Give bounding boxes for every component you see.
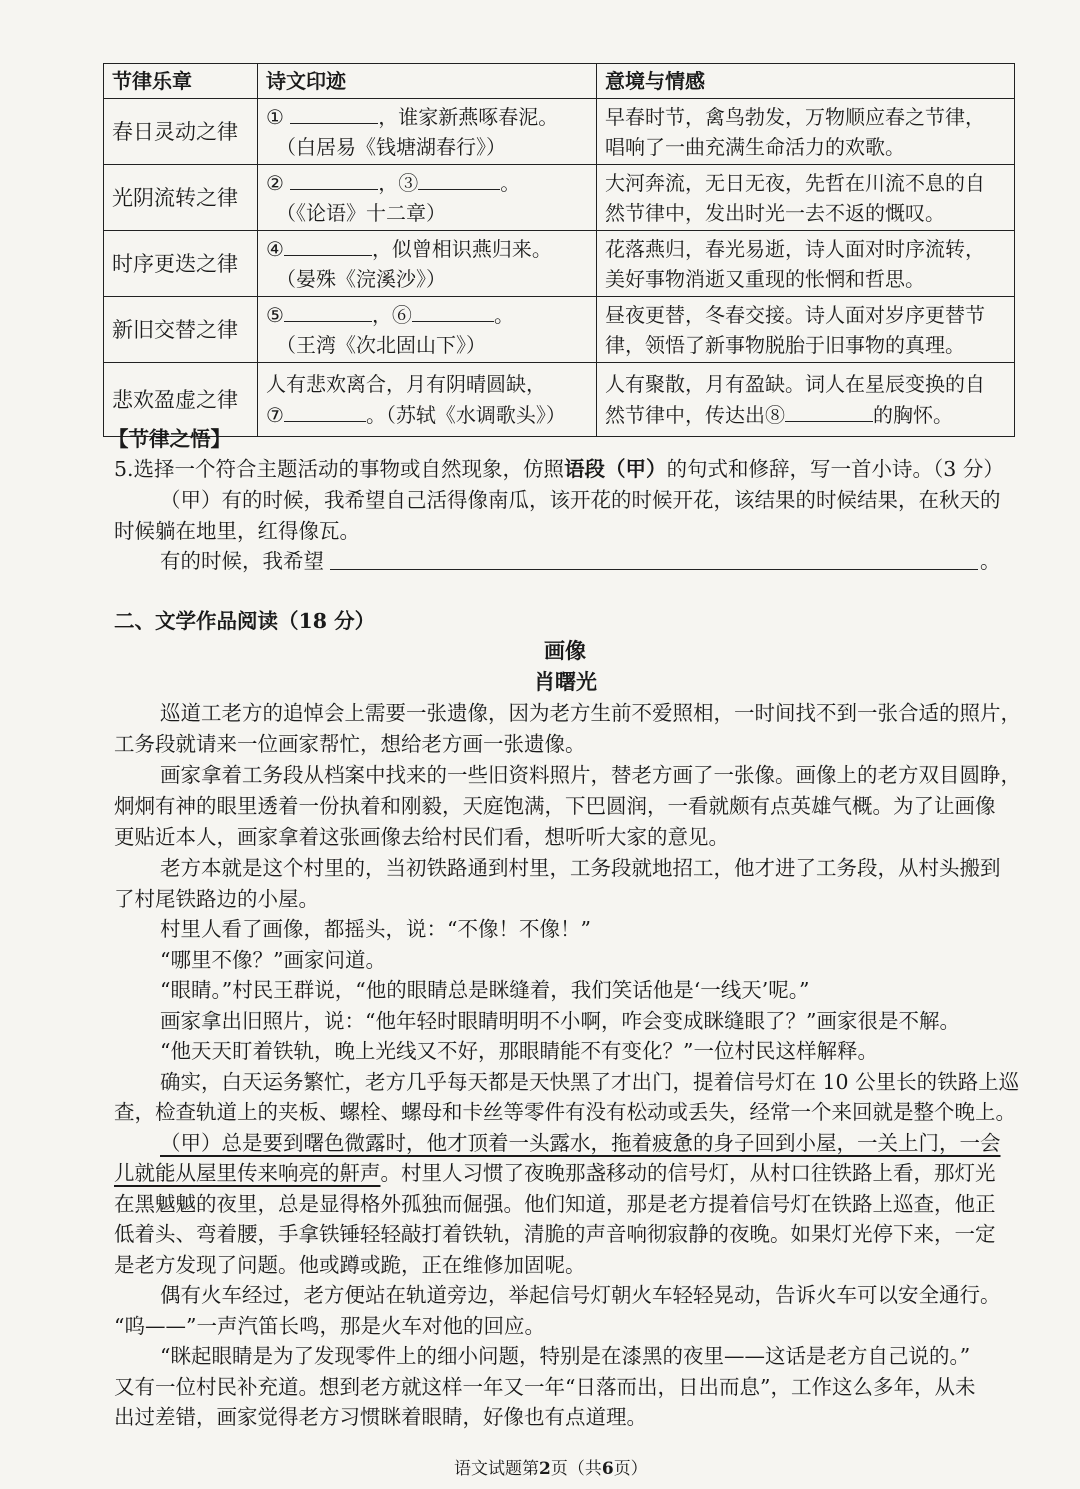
mood-cell (597, 99, 1015, 165)
mood-cell (597, 165, 1015, 231)
mood-text: 花落燕归，春光易逝，诗人面对时序流转， (605, 236, 985, 261)
story-line: “他天天盯着铁轨，晚上光线又不好，那眼睛能不有变化？”一位村民这样解释。 (160, 1039, 878, 1063)
story-line-composite (114, 1158, 996, 1188)
poem-cell (258, 297, 597, 363)
table-row (104, 231, 1015, 297)
answer-end: 。 (980, 549, 1001, 573)
chapter-cell: 光阴流转之律 (104, 165, 258, 231)
footer-total-pages: 6 (601, 1459, 614, 1479)
mood-text: 的胸怀。 (873, 403, 953, 427)
story-line: 出过差错，画家觉得老方习惯眯着眼睛，好像也有点道理。 (114, 1405, 647, 1429)
poem-cell (258, 363, 597, 437)
story-line: 。村里人习惯了夜晚那盏移动的信号灯，从村口往铁路上看，那灯光 (380, 1161, 996, 1185)
poem-text: 。（苏轼《水调歌头》） (365, 403, 566, 427)
table-header-cell: 节律乐章 (104, 64, 258, 99)
answer-prompt: 有的时候，我希望 (160, 549, 324, 573)
chapter-cell: 悲欢盈虚之律 (104, 363, 258, 437)
blank-number: ② (266, 171, 284, 195)
table-row (104, 297, 1015, 363)
story-line: 炯炯有神的眼里透着一份执着和刚毅，天庭饱满，下巴圆润，一看就颇有点英雄气概。为了让画像 (114, 794, 996, 818)
poem-text: ，⑥ (371, 303, 412, 327)
answer-blank[interactable] (284, 233, 372, 256)
answer-blank[interactable] (284, 399, 366, 422)
poem-source: （晏殊《浣溪沙》） (276, 267, 446, 291)
story-line: 老方本就是这个村里的，当初铁路通到村里，工务段就地招工，他才进了工务段，从村头搬到 (160, 856, 1001, 880)
mood-text: 然节律中，传达出⑧ (605, 403, 785, 427)
story-line: 画家拿着工务段从档案中找来的一些旧资料照片，替老方画了一张像。画像上的老方双目圆睁， (160, 763, 1021, 787)
table-header-cell: 意境与情感 (597, 64, 1015, 99)
story-title: 画像 (544, 638, 586, 663)
poem-cell (258, 231, 597, 297)
blank-number: ⑤ (266, 303, 284, 327)
story-line: 村里人看了画像，都摇头，说：“不像！不像！” (160, 917, 591, 941)
story-line: 更贴近本人，画家拿着这张画像去给村民们看，想听听大家的意见。 (114, 825, 729, 849)
story-line: 低着头、弯着腰，手拿铁锤轻轻敲打着铁轨，清脆的声音响彻寂静的夜晚。如果灯光停下来，一定 (114, 1222, 996, 1246)
page-footer (454, 1454, 648, 1479)
poem-source: （王湾《次北固山下》） (276, 333, 486, 357)
footer-page-number: 2 (539, 1459, 551, 1479)
footer-text: 语文试题第 (454, 1459, 539, 1479)
question-text: 的句式和修辞，写一首小诗。（3 分） (666, 457, 1004, 481)
story-line: 是老方发现了问题。他或蹲或跪，正在维修加固呢。 (114, 1253, 586, 1277)
answer-blank[interactable] (290, 101, 378, 124)
mood-cell (597, 231, 1015, 297)
story-line: 工务段就请来一位画家帮忙，想给老方画一张遗像。 (114, 732, 586, 756)
chapter-cell: 时序更迭之律 (104, 231, 258, 297)
answer-line[interactable] (330, 568, 978, 570)
question-emphasis: 语段（甲） (564, 457, 667, 481)
mood-text: 美好事物消逝又重现的怅惘和哲思。 (605, 266, 925, 291)
story-author: 肖曙光 (534, 669, 597, 694)
rhythm-table (103, 63, 1015, 437)
blank-number: ① (266, 105, 284, 129)
mood-text: 然节律中，发出时光一去不返的慨叹。 (605, 200, 945, 225)
story-line: “眼睛。”村民王群说，“他的眼睛总是眯缝着，我们笑话他是‘一线天’呢。” (160, 978, 810, 1002)
mood-cell (597, 363, 1015, 437)
story-line-underlined: 儿就能从屋里传来响亮的鼾声 (114, 1161, 381, 1185)
poem-cell (258, 99, 597, 165)
question-text: 5.选择一个符合主题活动的事物或自然现象，仿照 (114, 457, 565, 481)
story-line: 确实，白天运务繁忙，老方几乎每天都是天快黑了才出门，提着信号灯在 10 公里长的铁路上巡 (160, 1070, 1020, 1094)
section-heading-insight: 【节律之悟】 (108, 427, 231, 451)
poem-text: 。 (500, 171, 521, 195)
answer-blank[interactable] (785, 399, 873, 422)
table-row (104, 363, 1015, 437)
story-line-underlined: （甲）总是要到曙色微露时，他才顶着一头露水，拖着疲惫的身子回到小屋，一关上门，一会 (160, 1131, 1001, 1155)
story-line: 了村尾铁路边的小屋。 (114, 887, 319, 911)
answer-blank[interactable] (290, 167, 378, 190)
story-line: 在黑魆魆的夜里，总是显得格外孤独而倔强。他们知道，那是老方提着信号灯在铁路上巡查，他正 (114, 1192, 996, 1216)
story-line: 查，检查轨道上的夹板、螺栓、螺母和卡丝等零件有没有松动或丢失，经常一个来回就是整个晚上。 (114, 1100, 1016, 1124)
table-header-row (104, 64, 1015, 99)
answer-blank[interactable] (412, 299, 494, 322)
story-line: “呜——”一声汽笛长鸣，那是火车对他的回应。 (114, 1314, 545, 1338)
story-line: 画家拿出旧照片，说：“他年轻时眼睛明明不小啊，咋会变成眯缝眼了？”画家很是不解。 (160, 1009, 960, 1033)
mood-text: 昼夜更替，冬春交接。诗人面对岁序更替节 (605, 302, 985, 327)
mood-text: 大河奔流，无日无夜，先哲在川流不息的自 (605, 170, 985, 195)
part2-heading: 二、文学作品阅读（18 分） (114, 609, 376, 633)
footer-text: 页） (613, 1459, 648, 1479)
chapter-cell: 新旧交替之律 (104, 297, 258, 363)
mood-text: 早春时节，禽鸟勃发，万物顺应春之节律， (605, 104, 985, 129)
mood-text: 唱响了一曲充满生命活力的欢歌。 (605, 134, 905, 159)
story-line: “眯起眼睛是为了发现零件上的细小问题，特别是在漆黑的夜里——这话是老方自己说的。” (160, 1344, 971, 1368)
table-row (104, 165, 1015, 231)
mood-text: 律，领悟了新事物脱胎于旧事物的真理。 (605, 332, 965, 357)
table-row (104, 99, 1015, 165)
example-text: （甲）有的时候，我希望自己活得像南瓜，该开花的时候开花，该结果的时候结果，在秋天的 (160, 488, 1001, 512)
footer-text: 页（共 (550, 1459, 602, 1479)
mood-cell (597, 297, 1015, 363)
mood-text: 人有聚散，月有盈缺。词人在星辰变换的自 (605, 372, 985, 396)
poem-source: （白居易《钱塘湖春行》） (276, 135, 506, 159)
poem-text: 人有悲欢离合，月有阴晴圆缺， (266, 372, 546, 396)
answer-blank[interactable] (418, 167, 500, 190)
poem-text: ，似曾相识燕归来。 (371, 237, 552, 261)
poem-text: ，③ (378, 171, 419, 195)
blank-number: ④ (266, 237, 284, 261)
poem-text: 。 (493, 303, 514, 327)
poem-cell (258, 165, 597, 231)
answer-blank[interactable] (284, 299, 372, 322)
story-line: 巡道工老方的追悼会上需要一张遗像，因为老方生前不爱照相，一时间找不到一张合适的照片， (160, 701, 1021, 725)
table-header-cell: 诗文印迹 (258, 64, 597, 99)
story-line: “哪里不像？”画家问道。 (160, 948, 386, 972)
poem-source: （《论语》十二章） (276, 201, 446, 225)
example-text: 时候躺在地里，红得像瓦。 (114, 519, 360, 543)
chapter-cell: 春日灵动之律 (104, 99, 258, 165)
poem-text: ，谁家新燕啄春泥。 (378, 105, 559, 129)
story-line: 又有一位村民补充道。想到老方就这样一年又一年“日落而出，日出而息”，工作这么多年，从未 (114, 1375, 976, 1399)
story-line: 偶有火车经过，老方便站在轨道旁边，举起信号灯朝火车轻轻晃动，告诉火车可以安全通行。 (160, 1283, 1001, 1307)
blank-number: ⑦ (266, 403, 284, 427)
question-5 (114, 454, 1004, 484)
